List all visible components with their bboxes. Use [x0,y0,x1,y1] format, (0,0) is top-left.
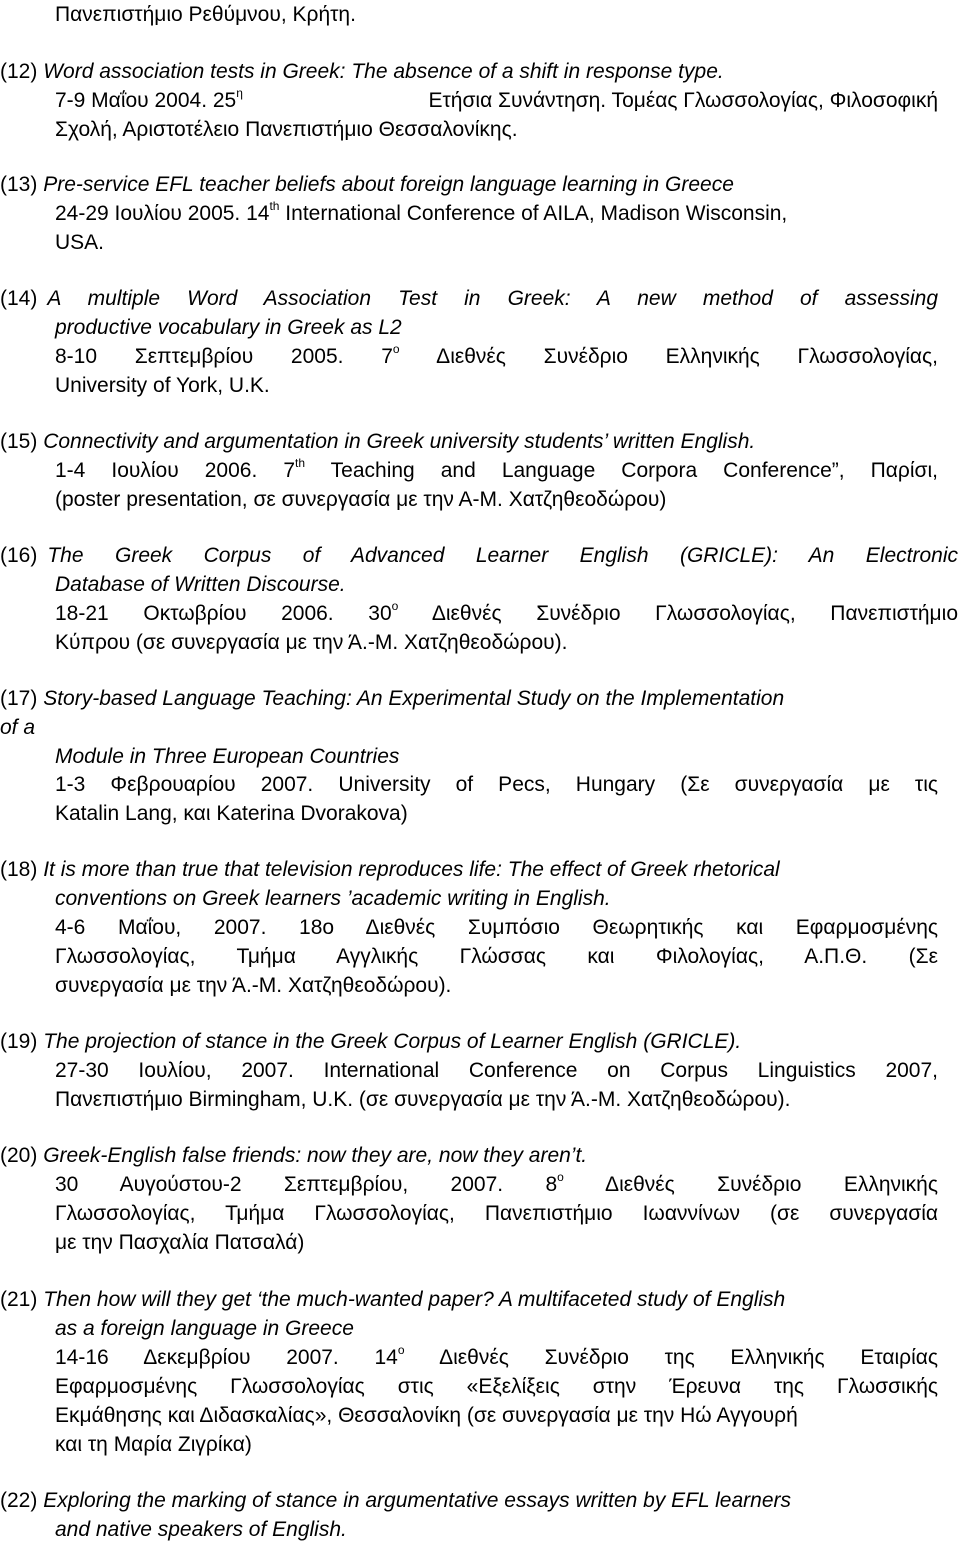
entry-detail: 7-9 Μαΐου 2004. $25^\eta$ [55,86,243,112]
entry-title: Then how will they get ‘the much-wanted paper? A multifaceted study of English [43,1288,786,1311]
entry-number: (13) [0,173,38,196]
entry-13-title-line [0,172,734,198]
entry-21-venue-line: Εφαρμοσμένης Γλωσσολογίας στις «Εξελίξεις στην Έρευνα της Γλωσσικής [55,1375,938,1398]
entry-number: (21) [0,1288,38,1311]
entry-18-title-line-2: conventions on Greek learners ’academic writing in English. [55,887,611,910]
entry-title: Connectivity and argumentation in Greek university students’ written English. [43,430,756,453]
entry-21-details-line: 14-16 Δεκεμβρίου 2007. $14^o$ Διεθνές Συνέδριο της Ελληνικής Εταιρίας [55,1343,938,1369]
entry-13-details-line: 24-29 Ιουλίου 2005. 14th International Conference of AILA, Madison Wisconsin, [55,199,788,225]
entry-15-details-line: 1-4 Ιουλίου 2006. 7th Teaching and Language Corpora Conference”, Παρίσι, [55,456,938,482]
entry-21-title-line [0,1287,785,1313]
entry-15-title-line [0,429,755,455]
entry-21-venue-line-3: και τη Μαρία Ζιγρίκα) [55,1433,252,1456]
entry-title: It is more than true that television reproduces life: The effect of Greek rhetorical [43,858,780,881]
entry-14-details-line: 8-10 Σεπτεμβρίου 2005. $7^o$ Διεθνές Συνέδριο Ελληνικής Γλωσσολογίας, [55,342,938,368]
entry-20-details-line: 30 Αυγούστου-2 Σεπτεμβρίου, 2007. $8^o$ Διεθνές Συνέδριο Ελληνικής [55,1170,938,1196]
continuation-line: Πανεπιστήμιο Ρεθύμνου, Κρήτη. [55,3,356,26]
entry-number: (22) [0,1489,38,1512]
entry-title: A multiple Word Association Test in Greek: A new method of assessing [47,287,938,310]
entry-16-title-line [0,543,958,569]
entry-17-details-line: 1-3 Φεβρουαρίου 2007. University of Pecs, Hungary (Σε συνεργασία με τις [55,773,938,796]
entry-13-venue-line: USA. [55,231,105,254]
entry-12-title-line [0,59,724,85]
entry-number: (14) [0,287,38,310]
entry-20-venue-line: Γλωσσολογίας, Τμήμα Γλωσσολογίας, Πανεπιστήμιο Ιωαννίνων (σε συνεργασία [55,1202,938,1225]
entry-18-venue-line-2: συνεργασία με την Ά.-Μ. Χατζηθεοδώρου). [55,974,452,997]
entry-17-venue-line: Katalin Lang, και Katerina Dvorakova) [55,802,408,825]
entry-14-title-line [0,286,938,312]
entry-19-venue-line: Πανεπιστήμιο Birmingham, U.K. (σε συνεργασία με την Ά.-Μ. Χατζηθεοδώρου). [55,1088,791,1111]
entry-22-title-line-2: and native speakers of English. [55,1518,347,1541]
entry-16-venue-line: Κύπρου (σε συνεργασία με την Ά.-Μ. Χατζηθεοδώρου). [55,631,568,654]
entry-17-title-line-2: Module in Three European Countries [55,745,400,768]
entry-number: (15) [0,430,38,453]
entry-title: Pre-service EFL teacher beliefs about foreign language learning in Greece [43,173,734,196]
entry-21-venue-line-2: Εκμάθησης και Διδασκαλίας», Θεσσαλονίκη (σε συνεργασία με την Ηώ Αγγουρή [55,1404,798,1427]
entry-18-venue-line: Γλωσσολογίας, Τμήμα Αγγλικής Γλώσσας και Φιλολογίας, Α.Π.Θ. (Σε [55,945,938,968]
entry-14-title-line-2: productive vocabulary in Greek as L2 [55,316,402,339]
entry-title: The Greek Corpus of Advanced Learner English (GRICLE): An Electronic [47,544,958,567]
entry-18-title-line [0,857,780,883]
entry-22-title-line [0,1488,791,1514]
entry-16-details-line: 18-21 Οκτωβρίου 2006. $30^o$ Διεθνές Συνέδριο Γλωσσολογίας, Πανεπιστήμιο [55,599,959,625]
entry-16-title-line-2: Database of Written Discourse. [55,573,346,596]
entry-20-venue-line-2: με την Πασχαλία Πατσαλά) [55,1231,305,1254]
entry-19-title-line [0,1029,741,1055]
entry-number: (19) [0,1030,38,1053]
entry-number: (17) [0,687,38,710]
entry-17-title-line [0,686,784,712]
entry-21-title-line-2: as a foreign language in Greece [55,1317,354,1340]
entry-number: (16) [0,544,38,567]
entry-title: Exploring the marking of stance in argumentative essays written by EFL learners [43,1489,792,1512]
entry-title: Word association tests in Greek: The absence of a shift in response type. [43,60,724,83]
entry-title: The projection of stance in the Greek Corpus of Learner English (GRICLE). [43,1030,742,1053]
entry-12-details-line [55,88,938,114]
entry-18-details-line: 4-6 Μαΐου, 2007. 18ο Διεθνές Συμπόσιο Θεωρητικής και Εφαρμοσμένης [55,916,938,939]
entry-14-venue-line: University of York, U.K. [55,374,270,397]
entry-number: (20) [0,1144,38,1167]
entry-number: (12) [0,60,38,83]
entry-number: (18) [0,858,38,881]
entry-12-venue-line: Σχολή, Αριστοτέλειο Πανεπιστήμιο Θεσσαλονίκης. [55,118,518,141]
entry-20-title-line [0,1143,587,1169]
entry-17-title-wrap: of a [0,716,36,739]
entry-title: Greek-English false friends: now they are, now they aren’t. [43,1144,588,1167]
entry-19-details-line: 27-30 Ιουλίου, 2007. International Conference on Corpus Linguistics 2007, [55,1059,938,1082]
entry-title: Story-based Language Teaching: An Experimental Study on the Implementation [43,687,785,710]
entry-detail: Ετήσια Συνάντηση. Τομέας Γλωσσολογίας, Φιλοσοφική [422,89,938,112]
entry-15-venue-line: (poster presentation, σε συνεργασία με την Α-Μ. Χατζηθεοδώρου) [55,488,667,511]
